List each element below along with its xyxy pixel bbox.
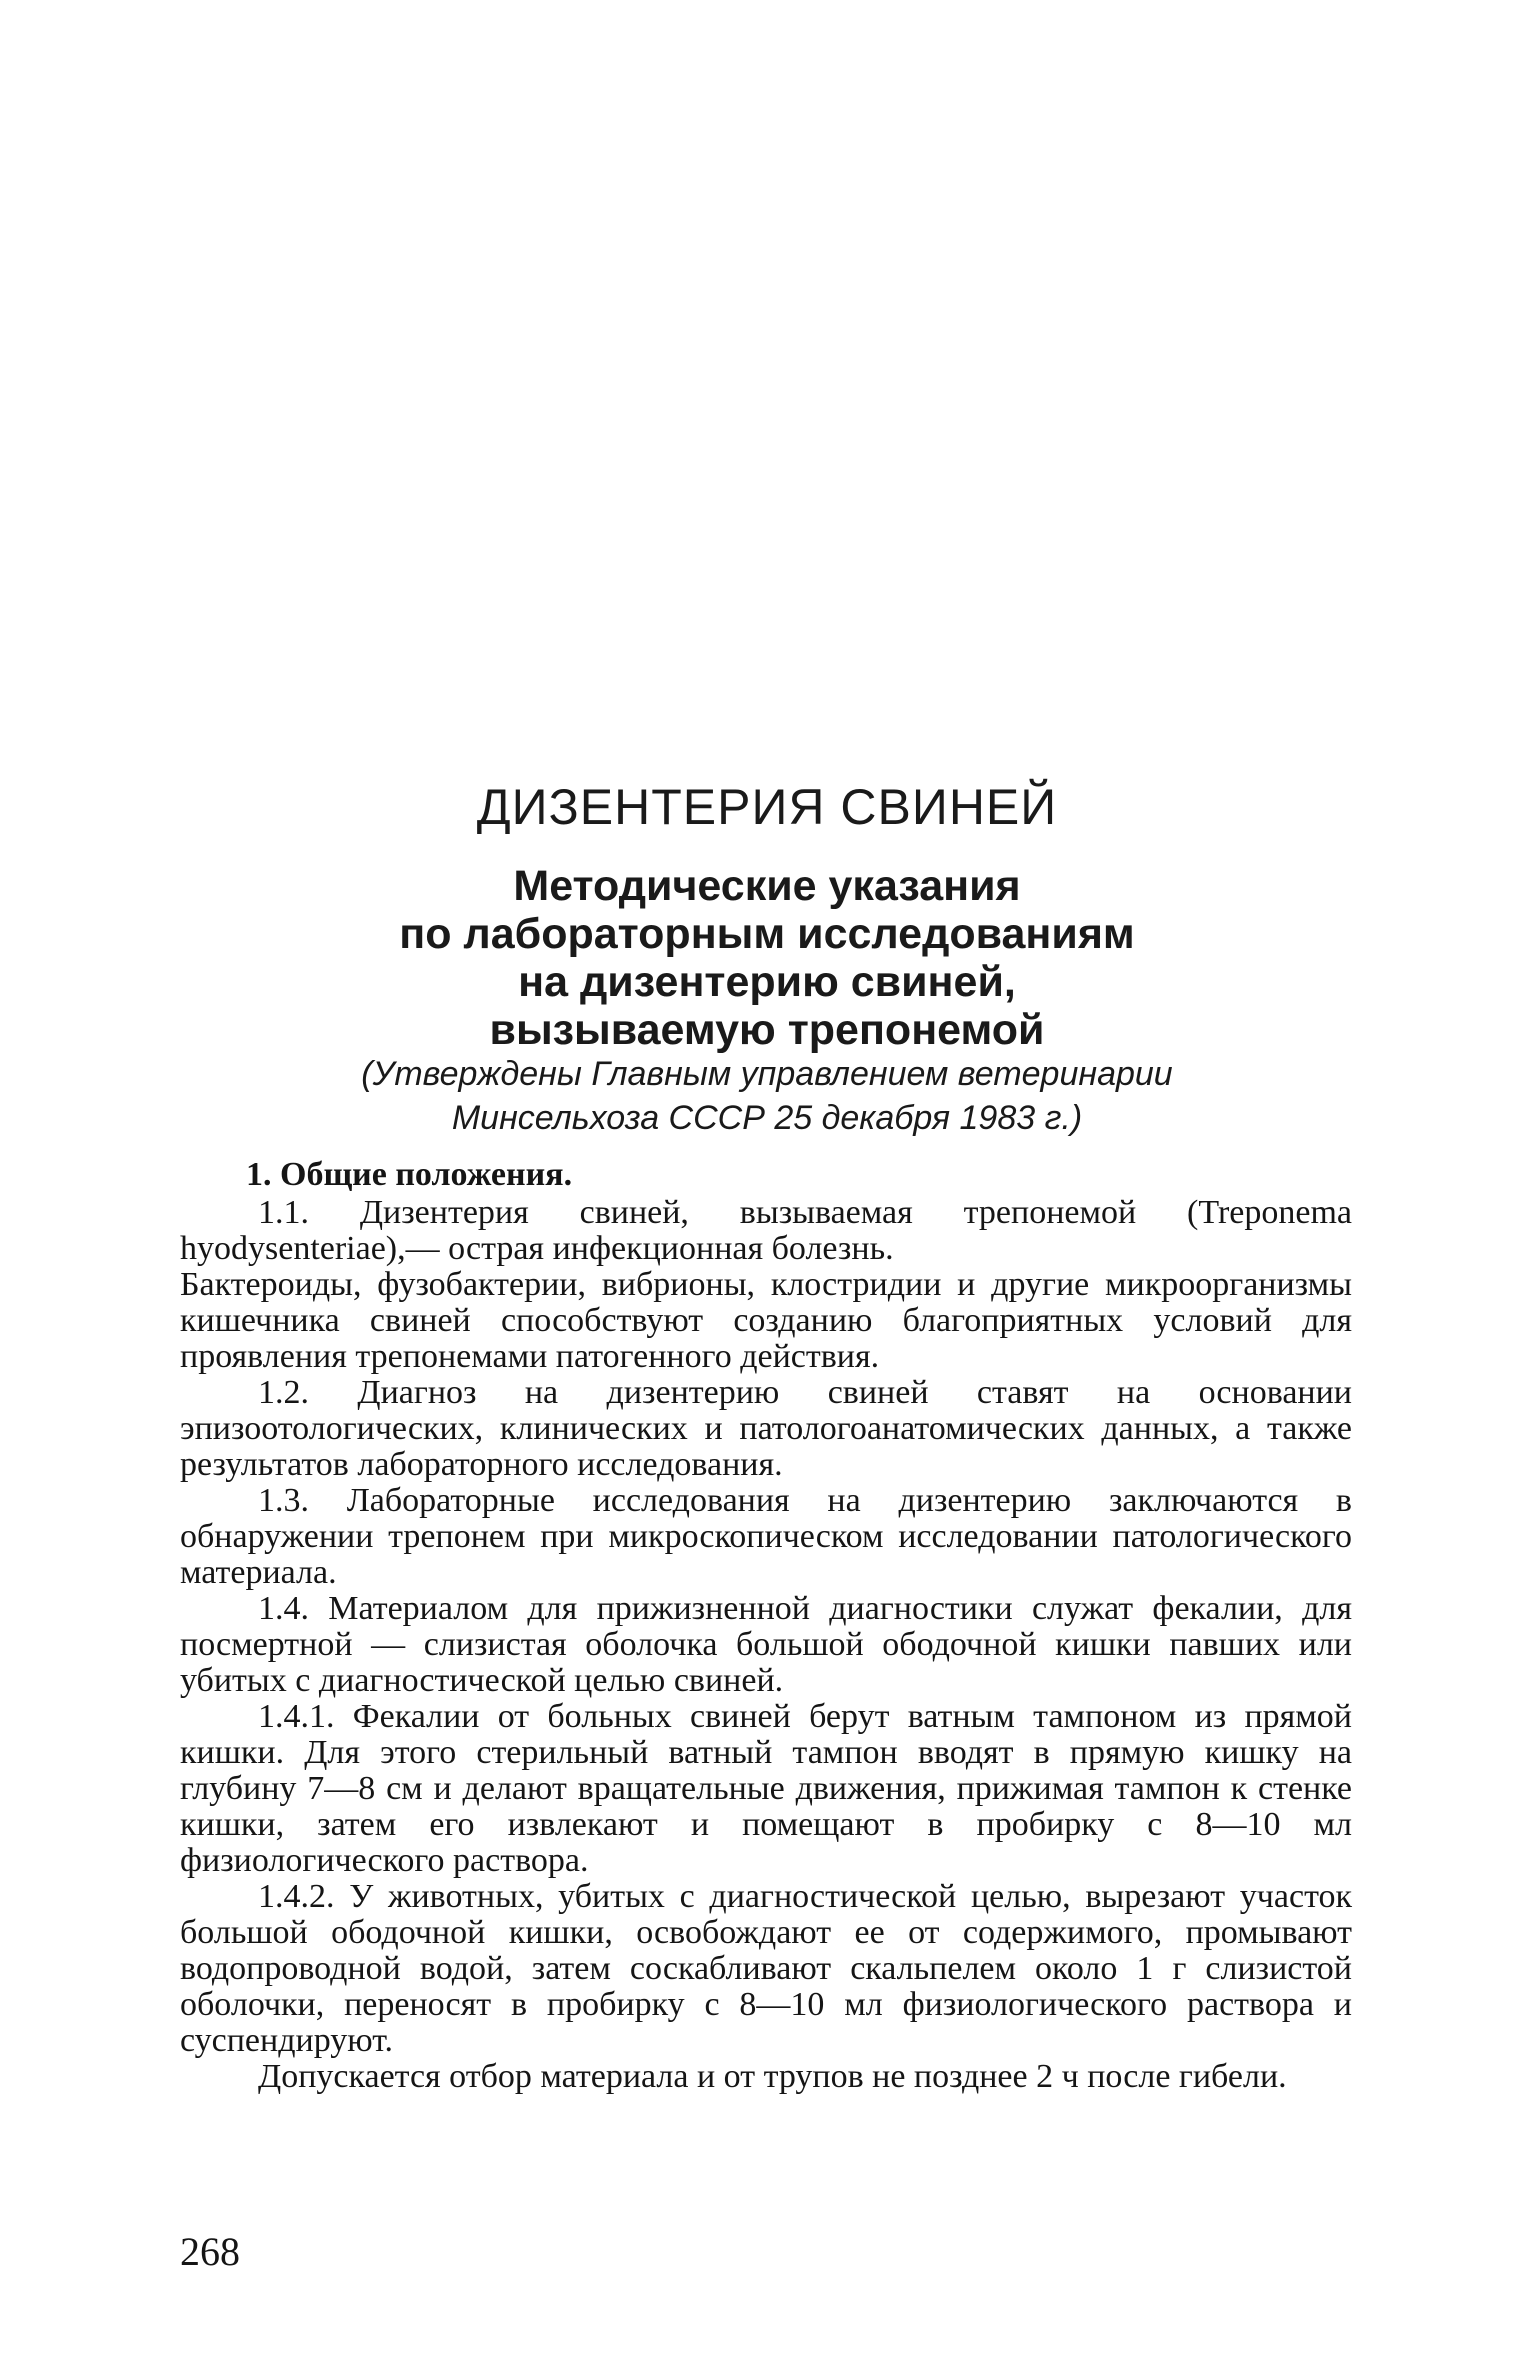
paragraph: Допускается отбор материала и от трупов не позднее 2 ч после гибели. — [258, 2058, 1287, 2095]
subtitle-line: на дизентерию свиней, — [518, 958, 1016, 1006]
paragraph: 1.4.2. У животных, убитых с диагностической целью, вырезают участок большой ободочной кишки, освобождают ее от содержимого, промывают водопроводной водой, затем соскабливают скальпелем около 1 г слизистой оболочки, переносят в пробирку с 8—10 мл физиологического раствора и суспендируют. — [180, 1878, 1352, 2059]
document-title: ДИЗЕНТЕРИЯ СВИНЕЙ — [476, 779, 1058, 835]
paragraph: 1.3. Лабораторные исследования на дизентерию заключаются в обнаружении трепонем при микроскопическом исследовании патологического материала. — [180, 1482, 1352, 1591]
subtitle-line: вызываемую трепонемой — [489, 1006, 1045, 1054]
approval-line: Минсельхоза СССР 25 декабря 1983 г.) — [451, 1099, 1083, 1137]
paragraph: 1.4.1. Фекалии от больных свиней берут ватным тампоном из прямой кишки. Для этого стерильный ватный тампон вводят в прямую кишку на глубину 7—8 см и делают вращательные движения, прижимая тампон к стенке кишки, затем его извлекают и помещают в пробирку с 8—10 мл физиологического раствора. — [180, 1698, 1352, 1879]
paragraph: 1.1. Дизентерия свиней, вызываемая трепонемой (Treponema hyodysenteriae),— острая инфекционная болезнь. — [180, 1194, 1352, 1267]
page-number: 268 — [180, 2229, 240, 2274]
paragraph: 1.4. Материалом для прижизненной диагностики служат фекалии, для посмертной — слизистая оболочка большой ободочной кишки павших или убитых с диагностической целью свиней. — [180, 1590, 1352, 1699]
approval-line: (Утверждены Главным управлением ветеринарии — [361, 1055, 1173, 1093]
paragraph: Бактероиды, фузобактерии, вибрионы, клостридии и другие микроорганизмы кишечника свиней способствуют созданию благоприятных условий для проявления трепонемами патогенного действия. — [180, 1266, 1352, 1375]
paragraph: 1.2. Диагноз на дизентерию свиней ставят на основании эпизоотологических, клинических и патологоанатомических данных, а также результатов лабораторного исследования. — [180, 1374, 1352, 1483]
section-heading: 1. Общие положения. — [246, 1156, 573, 1193]
subtitle-line: по лабораторным исследованиям — [399, 910, 1135, 958]
subtitle-line: Методические указания — [513, 862, 1021, 910]
document-subtitle — [180, 862, 1354, 1054]
approval-note — [180, 1052, 1354, 1140]
body-text — [180, 1157, 1352, 2095]
